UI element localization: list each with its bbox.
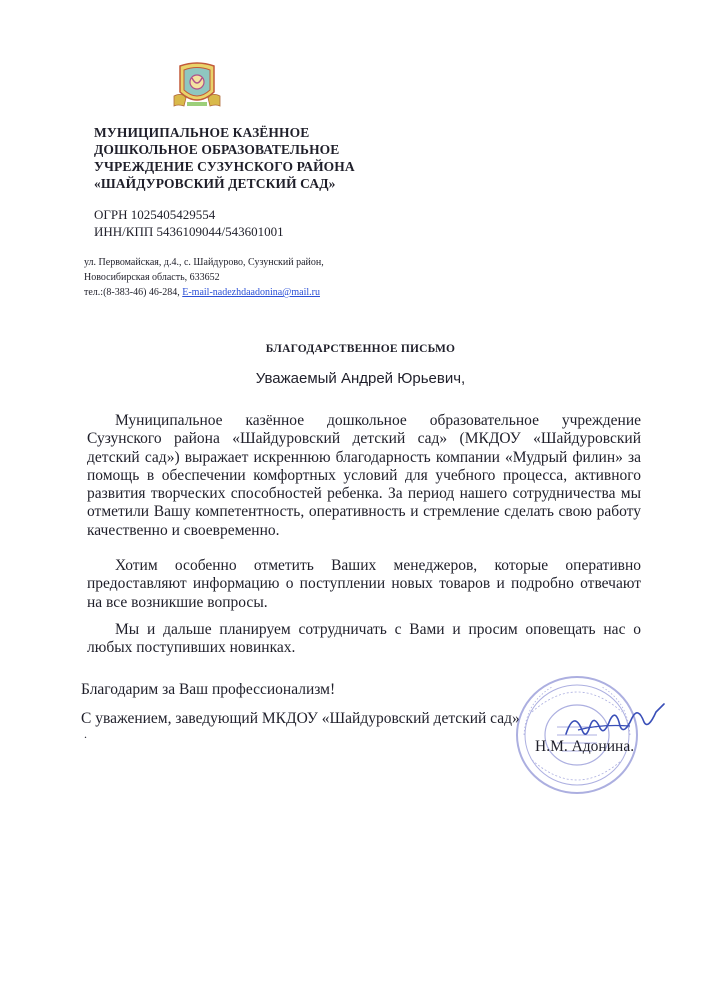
- body-paragraph: [87, 557, 641, 612]
- registration-numbers: [94, 206, 284, 240]
- org-name-line: ДОШКОЛЬНОЕ ОБРАЗОВАТЕЛЬНОЕ: [94, 142, 340, 157]
- contact-address: [84, 255, 324, 300]
- address-line: Новосибирская область, 633652: [84, 272, 220, 283]
- thanks-line: Благодарим за Ваш профессионализм!: [81, 681, 336, 698]
- org-name-line: МУНИЦИПАЛЬНОЕ КАЗЁННОЕ: [94, 125, 310, 140]
- ogrn-text: ОГРН 1025405429554: [94, 207, 216, 222]
- org-name-line: «ШАЙДУРОВСКИЙ ДЕТСКИЙ САД»: [94, 176, 336, 191]
- kindergarten-emblem-icon: [172, 62, 222, 110]
- stray-dot: .: [84, 727, 87, 741]
- paragraph-text: Муниципальное казённое дошкольное образовательное учреждение Сузунского района «Шайдуровский детский сад» (МКДОУ «Шайдуровский детский сад») выражает искреннюю благодарность компании «Мудрый филин» за помощь в обеспечении комфортных условий для учебного процесса, активного развития творческих способностей ребенка. За период нашего сотрудничества мы отметили Вашу компетентность, оперативность и стремление сделать свою работу качественно и своевременно.: [87, 412, 641, 539]
- phone-email-line: [84, 285, 324, 300]
- inn-kpp-text: ИНН/КПП 5436109044/543601001: [94, 224, 284, 239]
- paragraph-text: Мы и дальше планируем сотрудничать с Вами и просим оповещать нас о любых поступивших новинках.: [87, 621, 641, 657]
- letter-title: БЛАГОДАРСТВЕННОЕ ПИСЬМО: [265, 343, 456, 355]
- address-line: ул. Первомайская, д.4., с. Шайдурово, Сузунский район,: [84, 257, 324, 268]
- organization-name: [94, 124, 394, 192]
- body-paragraph: [87, 412, 641, 540]
- signer-name: Н.М. Адонина.: [535, 738, 635, 755]
- email-link[interactable]: E-mail-nadezhdaadonina@mail.ru: [182, 287, 320, 298]
- org-name-line: УЧРЕЖДЕНИЕ СУЗУНСКОГО РАЙОНА: [94, 159, 355, 174]
- paragraph-text: Хотим особенно отметить Ваших менеджеров, которые оперативно предоставляют информацию о поступлении новых товаров и подробно отвечают на все возникшие вопросы.: [87, 557, 641, 611]
- regards-line: С уважением, заведующий МКДОУ «Шайдуровский детский сад»: [81, 710, 520, 727]
- salutation: Уважаемый Андрей Юрьевич,: [255, 370, 466, 387]
- phone-text: тел.:(8-383-46) 46-284,: [84, 287, 183, 298]
- body-paragraph: [87, 621, 641, 658]
